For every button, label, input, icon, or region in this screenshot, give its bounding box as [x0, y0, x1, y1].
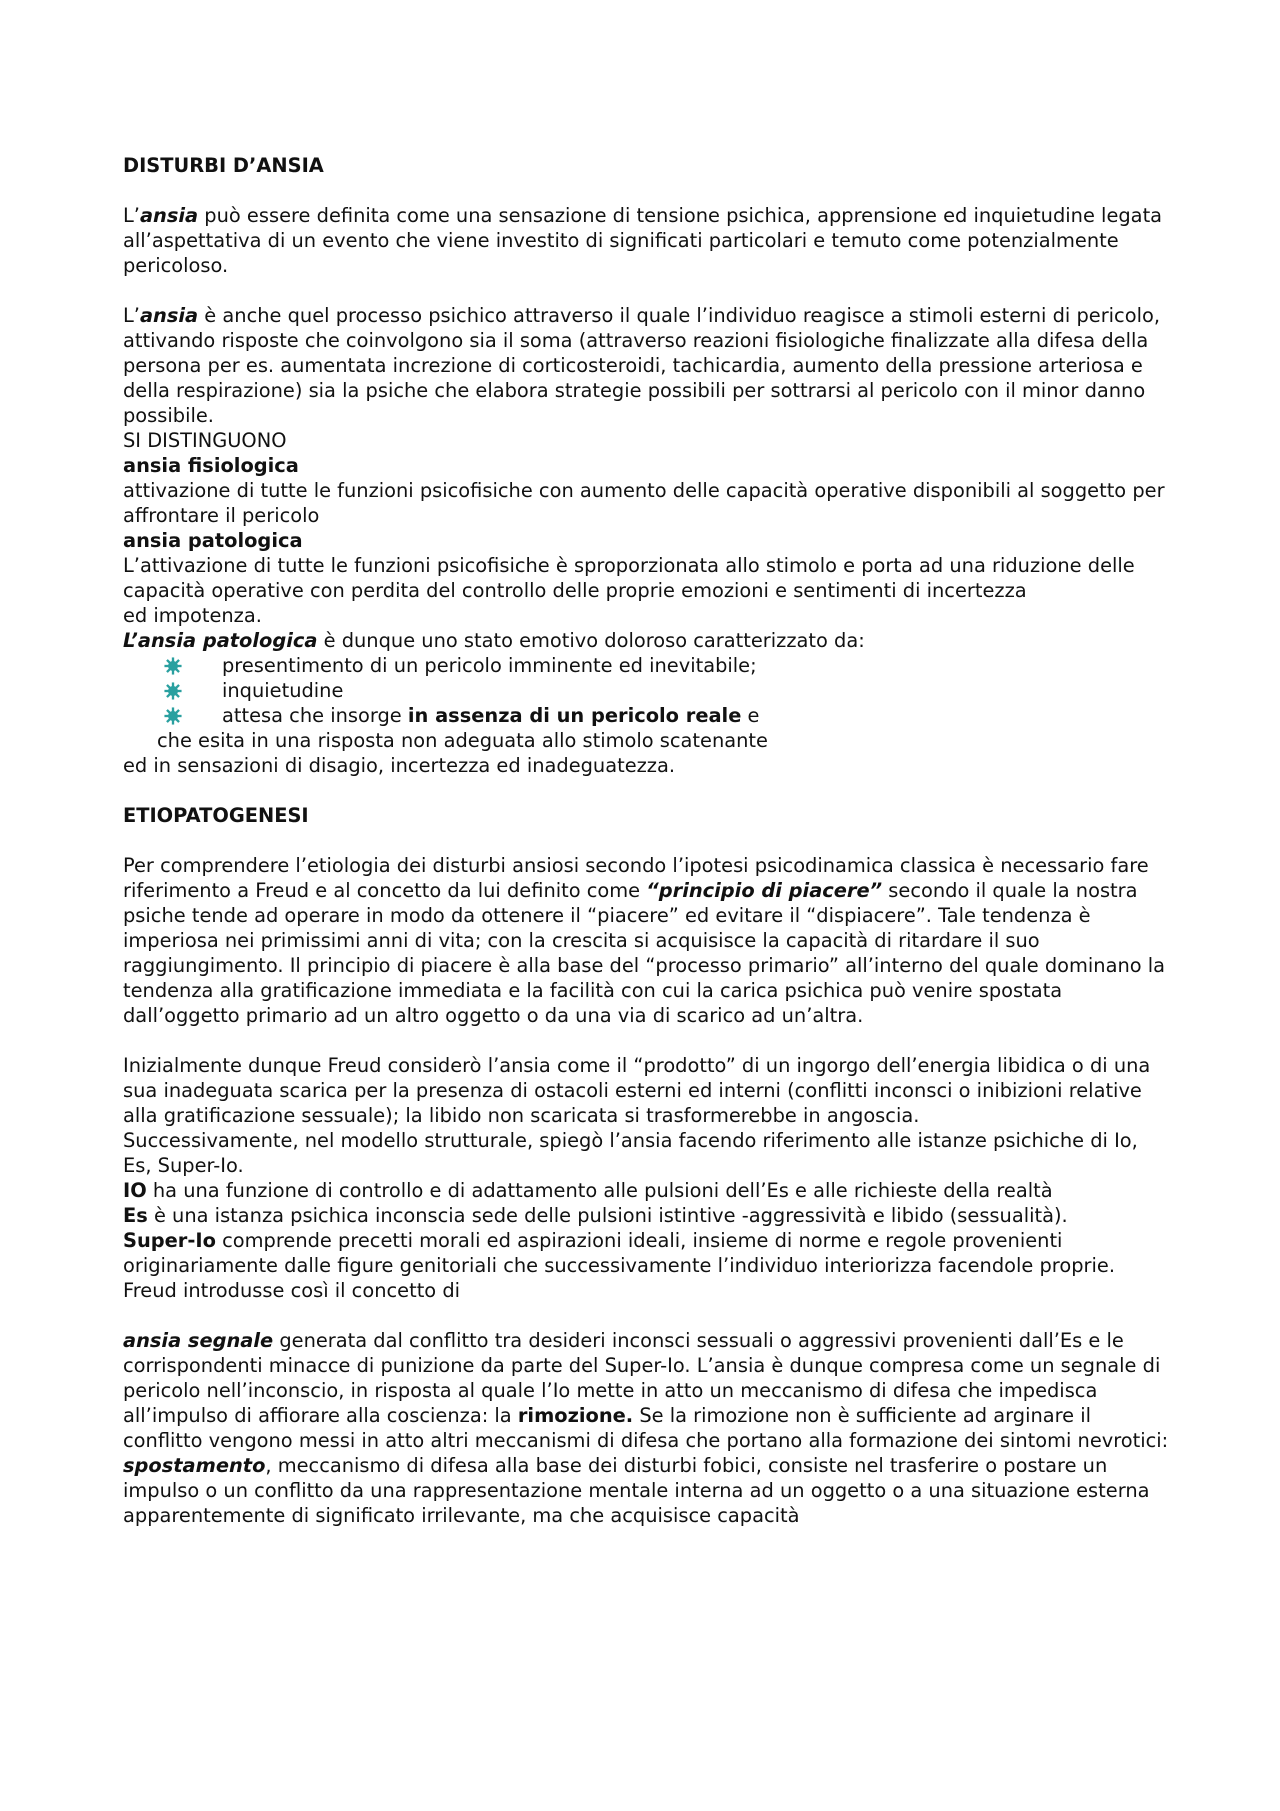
- emphasis-ansia: ansia: [139, 204, 199, 227]
- paragraph-super-io: [123, 1228, 1170, 1278]
- emphasis-assenza-pericolo: in assenza di un pericolo reale: [407, 704, 742, 727]
- emphasis-ansia-segnale: ansia segnale: [123, 1329, 274, 1352]
- emphasis-rimozione: rimozione.: [517, 1404, 634, 1427]
- symptom-list: [123, 653, 1170, 728]
- text-run: , meccanismo di difesa alla base dei disturbi fobici, consiste nel trasferire o postare un impulso o un conflitto da una rappresentazione mentale interna ad un oggetto o a una situazione esterna apparentemente di significato irrilevante, ma che acquisisce capacità: [123, 1454, 1150, 1527]
- list-item-label: inquietudine: [222, 679, 344, 702]
- text-run: ha una funzione di controllo e di adattamento alle pulsioni dell’Es e alle richieste della realtà: [146, 1179, 1053, 1202]
- text-run: è una istanza psichica inconscia sede delle pulsioni istintive -aggressività e libido (sessualità).: [147, 1204, 1068, 1227]
- paragraph-ansia-patologica: L’attivazione di tutte le funzioni psicofisiche è sproporzionata allo stimolo e porta ad una riduzione delle capacità operative con perdita del controllo delle proprie emozioni e sentimenti di incertezza: [123, 554, 1135, 602]
- text-run: è dunque uno stato emotivo doloroso caratterizzato da:: [317, 629, 865, 652]
- paragraph-ansia-patologica-end: ed impotenza.: [123, 604, 262, 627]
- teal-starburst-icon: [164, 682, 182, 700]
- paragraph-ansia-fisiologica: attivazione di tutte le funzioni psicofisiche con aumento delle capacità operative disponibili al soggetto per affrontare il pericolo: [123, 479, 1165, 527]
- text-run: generata dal conflitto tra desideri inconsci sessuali o aggressivi provenienti dall’Es e le corrispondenti minacce di punizione da parte del Super-Io. L’ansia è dunque compresa come un segnale di pericolo nell’inconscio, in risposta al quale l’Io mette in atto un meccanismo di difesa che impedisca all’impulso di affiorare alla coscienza: la: [123, 1329, 1161, 1427]
- text-run: può essere definita come una sensazione di tensione psichica, apprensione ed inquietudine legata all’aspettativa di un evento che viene investito di significati particolari e temuto come potenzialmente pericoloso.: [123, 204, 1163, 277]
- paragraph-ansia-definizione: [123, 203, 1170, 278]
- text-run: e: [741, 704, 760, 727]
- paragraph-ansia-processo: [123, 303, 1170, 428]
- paragraph-freud-ansia: Inizialmente dunque Freud considerò l’ansia come il “prodotto” di un ingorgo dell’energia libidica o di una sua inadeguata scarica per la presenza di ostacoli esterni ed interni (conflitti inconsci o inibizioni relative alla gratificazione sessuale); la libido non scaricata si trasformerebbe in angoscia.: [123, 1054, 1151, 1127]
- heading-etiopatogenesi: ETIOPATOGENESI: [123, 804, 309, 827]
- text-run: comprende precetti morali ed aspirazioni ideali, insieme di norme e regole provenienti originariamente dalle figure genitoriali che successivamente l’individuo interiorizza facendole proprie.: [123, 1229, 1115, 1277]
- paragraph-ansia-segnale: [123, 1328, 1170, 1453]
- emphasis-ansia-patologica: L’ansia patologica: [123, 629, 318, 652]
- paragraph-modello-strutturale: Successivamente, nel modello strutturale, spiegò l’ansia facendo riferimento alle istanze psichiche di Io, Es, Super-Io.: [123, 1129, 1138, 1177]
- teal-starburst-icon: [164, 707, 182, 725]
- list-item: [123, 678, 1170, 703]
- paragraph-spostamento: [123, 1453, 1170, 1528]
- text-run: L’: [123, 304, 140, 327]
- paragraph-principio-piacere: [123, 853, 1170, 1028]
- emphasis-principio-piacere: “principio di piacere”: [646, 879, 883, 902]
- text-run: Se la rimozione non è sufficiente ad arginare il conflitto vengono messi in atto altri meccanismi di difesa che portano alla formazione dei sintomi nevrotici:: [123, 1404, 1169, 1452]
- term-super-io: Super-Io: [123, 1229, 216, 1252]
- text-run: secondo il quale la nostra psiche tende ad operare in modo da ottenere il “piacere” ed evitare il “dispiacere”. Tale tendenza è imperiosa nei primissimi anni di vita; con la crescita si acquisisce la capacità di ritardare il suo raggiungimento. Il principio di piacere è alla base del “processo primario” all’interno del quale dominano la tendenza alla gratificazione immediata e la facilità con cui la carica psichica può venire spostata dall’oggetto primario ad un altro oggetto o da una via di scarico ad un’altra.: [123, 879, 1166, 1027]
- paragraph-esito-risposta: che esita in una risposta non adeguata allo stimolo scatenante: [157, 729, 768, 752]
- teal-starburst-icon: [164, 657, 182, 675]
- term-io: IO: [123, 1179, 147, 1202]
- paragraph-concetto: Freud introdusse così il concetto di: [123, 1279, 461, 1302]
- term-es: Es: [123, 1204, 148, 1227]
- paragraph-io: [123, 1178, 1170, 1203]
- heading-disturbi-ansia: DISTURBI D’ANSIA: [123, 154, 324, 177]
- list-item: [123, 703, 1170, 728]
- text-run: è anche quel processo psichico attraverso il quale l’individuo reagisce a stimoli esterni di pericolo, attivando risposte che coinvolgono sia il soma (attraverso reazioni fisiologiche finalizzate alla difesa della persona per es. aumentata increzione di corticosteroidi, tachicardia, aumento della pressione arteriosa e della respirazione) sia la psiche che elabora strategie possibili per sottrarsi al pericolo con il minor danno possibile.: [123, 304, 1160, 427]
- paragraph-es: [123, 1203, 1170, 1228]
- emphasis-ansia: ansia: [139, 304, 199, 327]
- text-run: L’: [123, 204, 140, 227]
- heading-ansia-fisiologica: ansia fisiologica: [123, 454, 299, 477]
- paragraph-sensazioni-disagio: ed in sensazioni di disagio, incertezza ed inadeguatezza.: [123, 754, 676, 777]
- list-item: [123, 653, 1170, 678]
- label-si-distinguono: SI DISTINGUONO: [123, 429, 287, 452]
- text-run: attesa che insorge: [222, 704, 408, 727]
- emphasis-spostamento: spostamento: [123, 1454, 266, 1477]
- heading-ansia-patologica: ansia patologica: [123, 529, 303, 552]
- list-item-label: presentimento di un pericolo imminente ed inevitabile;: [222, 654, 757, 677]
- paragraph-ansia-patologica-caratteri: [123, 628, 1170, 653]
- text-run: Per comprendere l’etiologia dei disturbi ansiosi secondo l’ipotesi psicodinamica classica è necessario fare riferimento a Freud e al concetto da lui definito come: [123, 854, 1149, 902]
